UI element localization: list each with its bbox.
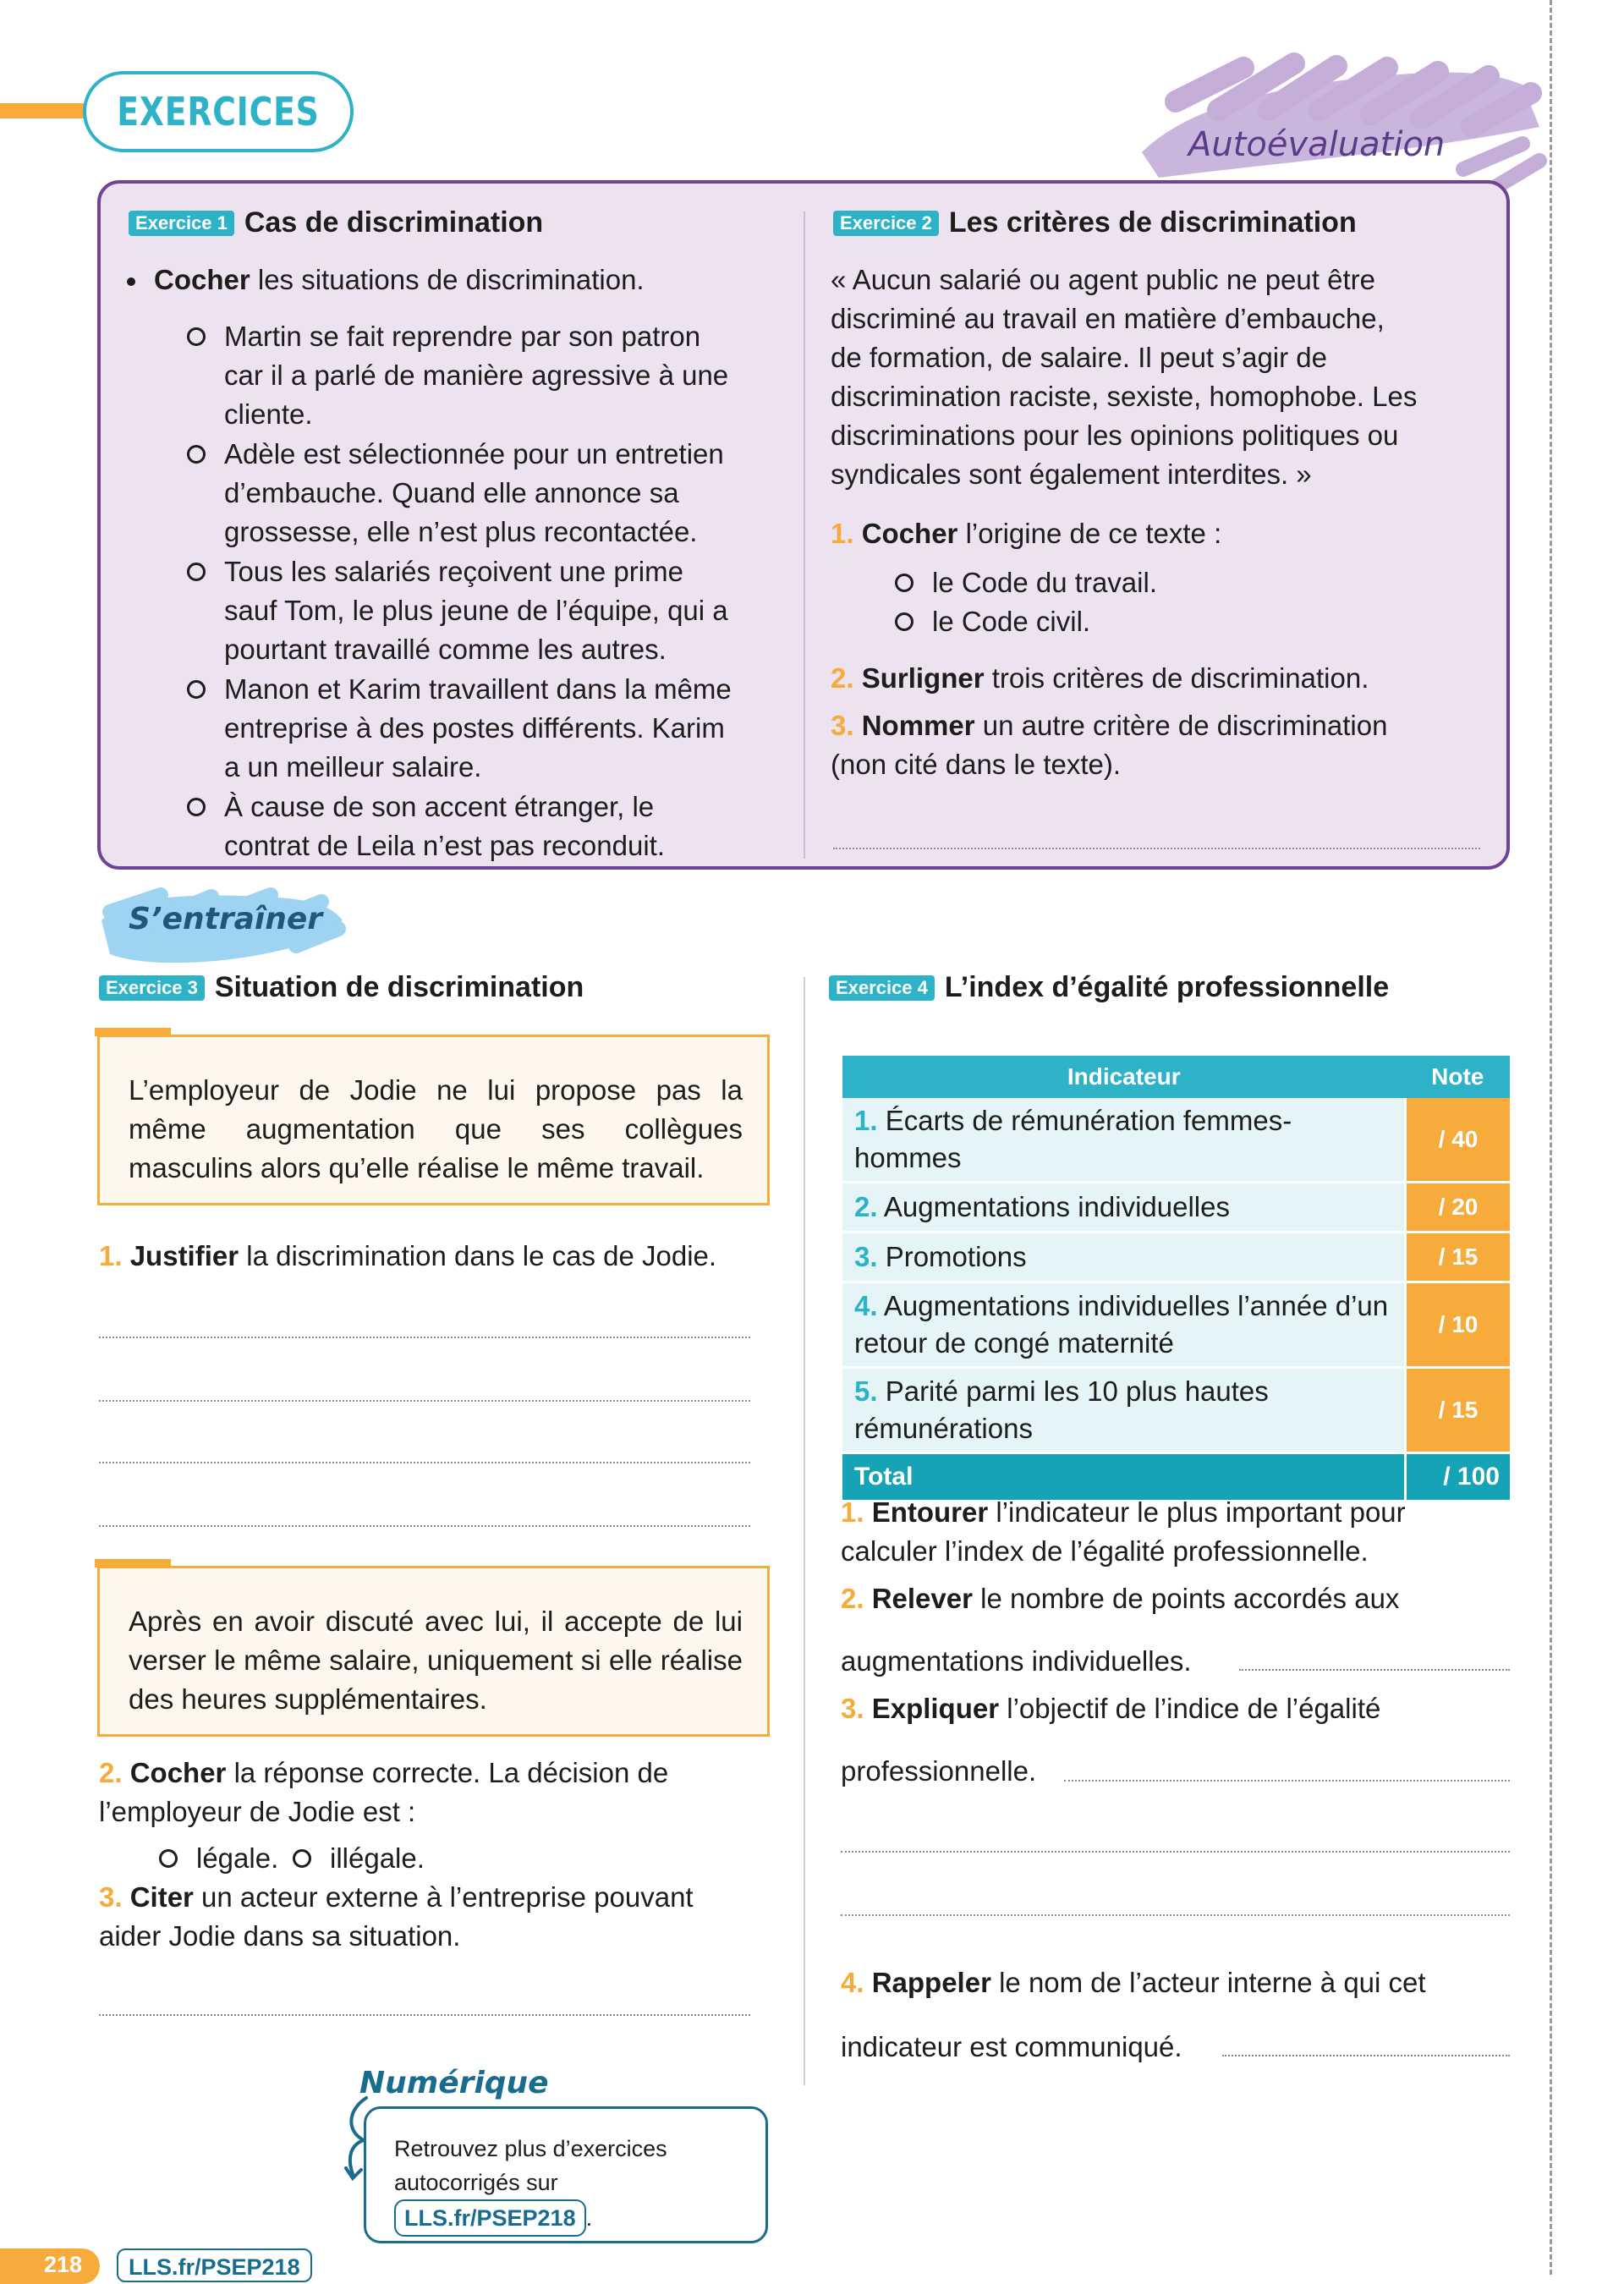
column-divider	[804, 211, 805, 859]
question-number: 2.	[841, 1583, 864, 1614]
ex1-heading	[129, 206, 543, 239]
ex4-question-2	[841, 1579, 1399, 1618]
ex1-option-line: cliente.	[224, 398, 313, 430]
indicator-cell	[842, 1183, 1406, 1233]
table-header-row	[842, 1056, 1510, 1098]
ex3-situation-text: L’employeur de Jodie ne lui propose pas la même augmentation que ses collègues masculins alors qu’elle réalise le même travail.	[129, 1074, 743, 1183]
ex1-option-line: entreprise à des postes différents. Karim	[224, 712, 725, 744]
ex4-heading	[829, 971, 1389, 1004]
question-verb: Surligner	[861, 662, 985, 694]
total-note: / 100	[1406, 1453, 1511, 1502]
numerique-link[interactable]: LLS.fr/PSEP218	[394, 2199, 586, 2237]
answer-line[interactable]	[841, 1914, 1510, 1916]
ex1-option-line: sauf Tom, le plus jeune de l’équipe, qui a	[224, 595, 728, 626]
numerique-period: .	[585, 2205, 593, 2231]
note-cell: / 15	[1406, 1368, 1511, 1453]
quote-line: discrimination raciste, sexiste, homophobe. Les	[831, 381, 1418, 412]
ex1-option-line: pourtant travaillé comme les autres.	[224, 634, 667, 665]
row-number: 1.	[854, 1105, 878, 1136]
answer-line[interactable]	[99, 1525, 750, 1527]
column-divider-2	[804, 977, 805, 2085]
indicator-cell	[842, 1368, 1406, 1453]
question-number: 3.	[99, 1881, 123, 1913]
table-row	[842, 1098, 1510, 1183]
numerique-title: Numérique	[359, 2066, 549, 2100]
ex1-option-manon-karim[interactable]	[224, 670, 732, 787]
ex3-followup-text: Après en avoir discuté avec lui, il accepte de lui verser le même salaire, uniquement si elle réalise des heures supplémentaires.	[129, 1606, 743, 1715]
row-label: Augmentations individuelles	[883, 1191, 1230, 1222]
question-text: la discrimination dans le cas de Jodie.	[239, 1240, 717, 1271]
page-title	[83, 71, 354, 152]
equality-index-table	[842, 1056, 1510, 1502]
header-accent-bar	[0, 103, 95, 118]
ex2-title: Les critères de discrimination	[948, 206, 1357, 239]
ex1-option-martin[interactable]	[224, 317, 728, 434]
ex4-question-4-line2: indicateur est communiqué.	[841, 2031, 1182, 2062]
question-number: 2.	[831, 662, 854, 694]
footer-link[interactable]: LLS.fr/PSEP218	[117, 2248, 312, 2282]
row-number: 4.	[854, 1290, 878, 1321]
ex2-quote	[831, 261, 1417, 494]
table-row	[842, 1368, 1510, 1453]
column-header-indicator: Indicateur	[842, 1056, 1406, 1098]
note-cell: / 40	[1406, 1098, 1511, 1183]
row-label: Promotions	[885, 1241, 1027, 1272]
ex3-badge: Exercice 3	[99, 975, 205, 1001]
option-label: le Code du travail.	[932, 567, 1157, 598]
ex4-badge: Exercice 4	[829, 975, 935, 1001]
note-cell: / 10	[1406, 1282, 1511, 1368]
ex3-option-illegale[interactable]	[330, 1839, 425, 1878]
autoevaluation-label: Autoévaluation	[1188, 125, 1446, 164]
page-title-text: EXERCICES	[117, 89, 320, 135]
ex1-option-line: a un meilleur salaire.	[224, 751, 482, 782]
row-number: 5.	[854, 1375, 878, 1407]
question-text: un acteur externe à l’entreprise pouvant	[193, 1881, 694, 1913]
question-text-line2: (non cité dans le texte).	[831, 749, 1122, 780]
option-label: légale.	[196, 1842, 279, 1874]
cut-line	[1550, 0, 1552, 2275]
row-label: Écarts de rémunération femmes-hommes	[854, 1105, 1292, 1173]
ex1-instruction-rest: les situations de discrimination.	[250, 264, 645, 295]
ex4-question-3-line2: professionnelle.	[841, 1755, 1037, 1787]
ex3-title: Situation de discrimination	[214, 971, 584, 1003]
question-text: l’origine de ce texte :	[957, 518, 1222, 549]
quote-line: « Aucun salarié ou agent public ne peut être	[831, 264, 1375, 295]
question-verb: Justifier	[129, 1240, 239, 1271]
question-number: 3.	[841, 1693, 864, 1724]
table-row	[842, 1183, 1510, 1233]
question-verb: Citer	[129, 1881, 194, 1913]
ex1-option-line: Tous les salariés reçoivent une prime	[224, 556, 683, 587]
ex1-option-line: car il a parlé de manière agressive à une	[224, 360, 729, 391]
ex4-question-4	[841, 1963, 1426, 2002]
note-cell: / 20	[1406, 1183, 1511, 1233]
autoevaluation-splash	[1125, 51, 1548, 195]
ex3-option-legale[interactable]	[196, 1839, 278, 1878]
checkbox-circle-icon[interactable]	[293, 1849, 311, 1868]
question-number: 4.	[841, 1967, 864, 1998]
question-verb: Relever	[871, 1583, 973, 1614]
answer-line[interactable]	[99, 1400, 750, 1402]
checkbox-circle-icon[interactable]	[895, 574, 914, 592]
page-number: 218	[44, 2252, 83, 2277]
checkbox-circle-icon[interactable]	[187, 680, 206, 699]
numerique-text	[394, 2132, 667, 2237]
numerique-line: autocorrigés sur	[394, 2170, 558, 2195]
answer-line[interactable]	[1222, 2055, 1510, 2056]
ex1-option-line: Martin se fait reprendre par son patron	[224, 321, 701, 352]
ex2-badge: Exercice 2	[833, 211, 939, 236]
row-number: 3.	[854, 1241, 878, 1272]
answer-line[interactable]	[1239, 1669, 1510, 1671]
ex3-question-1	[99, 1237, 716, 1276]
ex2-option-code-civil[interactable]	[932, 602, 1090, 641]
row-label: Augmentations individuelles l’année d’un retour de congé maternité	[854, 1290, 1389, 1359]
ex1-option-adele[interactable]	[224, 435, 724, 552]
ex1-option-line: contrat de Leila n’est pas reconduit.	[224, 830, 665, 861]
ex1-instruction	[127, 261, 645, 299]
ex4-question-3	[841, 1689, 1380, 1728]
table-row	[842, 1233, 1510, 1282]
ex3-situation-box	[97, 1035, 770, 1205]
column-header-note: Note	[1406, 1056, 1511, 1098]
option-label: le Code civil.	[932, 606, 1091, 637]
indicator-cell	[842, 1233, 1406, 1282]
question-text: trois critères de discrimination.	[984, 662, 1369, 694]
ex2-question-2	[831, 659, 1369, 698]
quote-line: syndicales sont également interdites. »	[831, 458, 1312, 490]
ex1-title: Cas de discrimination	[244, 206, 544, 239]
checkbox-circle-icon[interactable]	[187, 563, 206, 581]
question-number: 1.	[831, 518, 854, 549]
quote-line: discriminations pour les opinions politiques ou	[831, 420, 1399, 451]
ex2-option-code-travail[interactable]	[932, 563, 1157, 602]
question-verb: Expliquer	[871, 1693, 1000, 1724]
ex1-option-leila[interactable]	[224, 788, 665, 865]
question-verb: Cocher	[861, 518, 958, 549]
option-label: illégale.	[330, 1842, 425, 1874]
ex2-question-1	[831, 514, 1221, 553]
answer-line[interactable]	[99, 1462, 750, 1463]
question-text: le nom de l’acteur interne à qui cet	[990, 1967, 1426, 1998]
question-verb: Cocher	[129, 1757, 227, 1788]
question-text-line2: l’employeur de Jodie est :	[99, 1796, 416, 1827]
ex4-question-2-line2: augmentations individuelles.	[841, 1645, 1192, 1677]
ex1-option-tom[interactable]	[224, 552, 728, 669]
answer-line[interactable]	[99, 1337, 750, 1338]
question-verb: Rappeler	[871, 1967, 991, 1998]
question-text-line2: aider Jodie dans sa situation.	[99, 1920, 461, 1952]
indicator-cell	[842, 1098, 1406, 1183]
checkbox-circle-icon[interactable]	[159, 1849, 178, 1868]
question-text: un autre critère de discrimination	[974, 710, 1388, 741]
checkbox-circle-icon[interactable]	[187, 327, 206, 346]
row-number: 2.	[854, 1191, 878, 1222]
numerique-line: Retrouvez plus d’exercices	[394, 2136, 667, 2161]
ex3-followup-box	[97, 1566, 770, 1737]
indicator-cell	[842, 1282, 1406, 1368]
total-label: Total	[842, 1453, 1406, 1502]
question-text: la réponse correcte. La décision de	[226, 1757, 669, 1788]
ex4-question-1	[841, 1493, 1406, 1571]
ex2-question-3	[831, 706, 1387, 784]
question-text: l’objectif de l’indice de l’égalité	[999, 1693, 1381, 1724]
ex3-heading	[99, 971, 584, 1004]
question-text: le nombre de points accordés aux	[972, 1583, 1400, 1614]
page-number-badge	[0, 2248, 100, 2284]
question-number: 3.	[831, 710, 854, 741]
question-verb: Nommer	[861, 710, 975, 741]
question-number: 2.	[99, 1757, 123, 1788]
answer-line[interactable]	[99, 2014, 750, 2016]
ex1-option-line: À cause de son accent étranger, le	[224, 791, 655, 822]
answer-line[interactable]	[833, 848, 1480, 849]
sentrainer-label: S’entraîner	[129, 902, 323, 936]
note-cell: / 15	[1406, 1233, 1511, 1282]
question-text: l’indicateur le plus important pour	[988, 1496, 1406, 1528]
question-number: 1.	[99, 1240, 123, 1271]
answer-line[interactable]	[841, 1851, 1510, 1853]
ex3-question-2	[99, 1754, 668, 1831]
ex1-instruction-verb: Cocher	[154, 264, 250, 295]
ex1-option-line: grossesse, elle n’est plus recontactée.	[224, 516, 698, 547]
checkbox-circle-icon[interactable]	[895, 612, 914, 631]
checkbox-circle-icon[interactable]	[187, 445, 206, 464]
bullet-icon	[127, 277, 135, 286]
checkbox-circle-icon[interactable]	[187, 798, 206, 816]
quote-line: de formation, de salaire. Il peut s’agir de	[831, 342, 1327, 373]
question-verb: Entourer	[871, 1496, 989, 1528]
ex4-title: L’index d’égalité professionnelle	[944, 971, 1390, 1003]
ex2-heading	[833, 206, 1357, 239]
ex1-option-line: Adèle est sélectionnée pour un entretien	[224, 438, 724, 469]
row-label: Parité parmi les 10 plus hautes rémunérations	[854, 1375, 1269, 1444]
ex1-option-line: d’embauche. Quand elle annonce sa	[224, 477, 679, 508]
table-row	[842, 1282, 1510, 1368]
answer-line[interactable]	[1064, 1780, 1510, 1782]
question-text-line2: calculer l’index de l’égalité professionnelle.	[841, 1535, 1369, 1567]
quote-line: discriminé au travail en matière d’embauche,	[831, 303, 1385, 334]
ex1-badge: Exercice 1	[129, 211, 234, 236]
ex3-question-3	[99, 1878, 694, 1956]
question-number: 1.	[841, 1496, 864, 1528]
ex1-option-line: Manon et Karim travaillent dans la même	[224, 673, 732, 705]
